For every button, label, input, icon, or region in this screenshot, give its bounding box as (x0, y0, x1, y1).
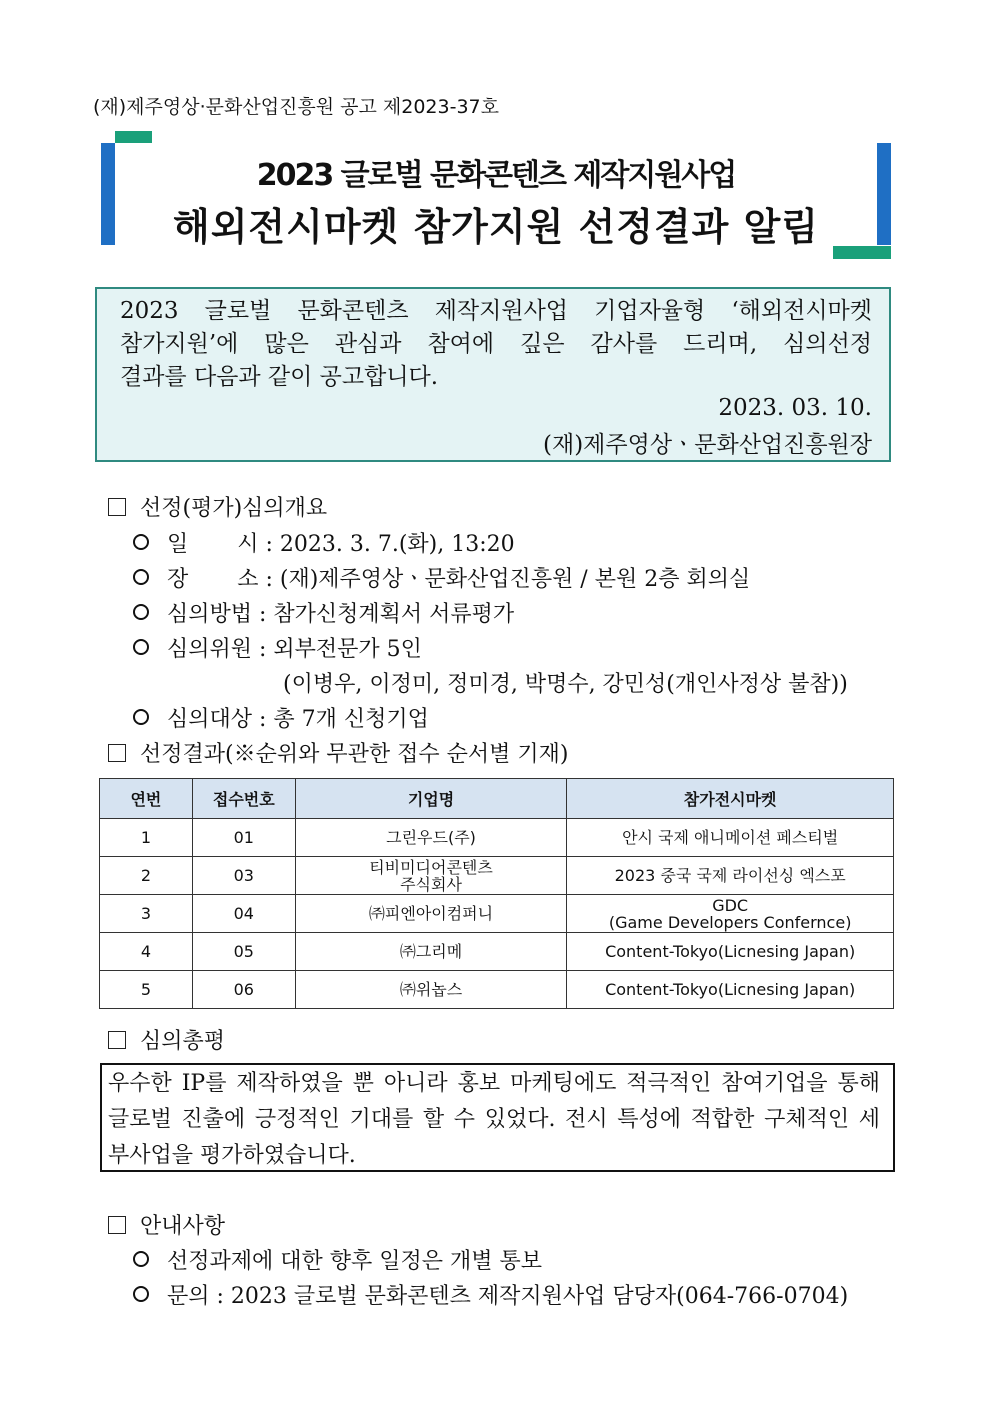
section-heading-text: 선정결과(※순위와 무관한 접수 순서별 기재) (140, 742, 569, 767)
review-line2: 글로벌 진출에 긍정적인 기대를 할 수 있었다. 전시 특성에 적합한 구체적인 세 (108, 1107, 880, 1132)
overview-item-place (133, 562, 750, 593)
overview-item-target (133, 702, 429, 733)
checkbox-square-icon (108, 744, 126, 762)
circle-bullet-icon (133, 569, 149, 585)
review-line3: 부사업을 평가하였습니다. (108, 1143, 356, 1168)
checkbox-square-icon (108, 1031, 126, 1049)
market-name-line1: GDC (712, 895, 749, 915)
col-header-company: 기업명 (295, 779, 567, 819)
page-title-line1: 2023 글로벌 문화콘텐츠 제작지원사업 (256, 158, 736, 193)
col-header-market: 참가전시마켓 (567, 779, 894, 819)
circle-bullet-icon (133, 1286, 149, 1302)
cell-company: 그린우드(주) (295, 819, 567, 857)
cell-no: 4 (100, 933, 193, 971)
item-value: : 참가신청계획서 서류평가 (259, 602, 515, 627)
col-header-no: 연번 (100, 779, 193, 819)
table-row (100, 819, 894, 857)
cell-market: Content-Tokyo(Licnesing Japan) (567, 933, 894, 971)
section-results-heading (108, 737, 568, 768)
section-heading-text: 선정(평가)심의개요 (140, 496, 328, 521)
circle-bullet-icon (133, 709, 149, 725)
table-row (100, 857, 894, 895)
company-name-line2: 주식회사 (400, 874, 462, 894)
circle-bullet-icon (133, 639, 149, 655)
cell-no: 3 (100, 895, 193, 933)
section-guide-heading (108, 1209, 225, 1240)
company-name-line1: 티비미디어콘텐츠 (369, 857, 493, 877)
cell-receipt: 01 (192, 819, 295, 857)
cell-receipt: 05 (192, 933, 295, 971)
intro-organization: (재)제주영상ㆍ문화산업진흥원장 (543, 432, 872, 458)
item-label: 심의방법 (167, 602, 253, 627)
intro-line1: 2023 글로벌 문화콘텐츠 제작지원사업 기업자율형 ‘해외전시마켓 (120, 298, 872, 324)
item-label: 심의위원 (167, 637, 253, 662)
section-overview-heading (108, 491, 327, 522)
cell-receipt: 06 (192, 971, 295, 1009)
checkbox-square-icon (108, 498, 126, 516)
table-header-row (100, 779, 894, 819)
cell-company: ㈜위놉스 (295, 971, 567, 1009)
item-value: : 외부전문가 5인 (259, 637, 422, 662)
item-label: 장 소 (167, 567, 259, 592)
cell-receipt: 04 (192, 895, 295, 933)
results-table (99, 778, 894, 1009)
checkbox-square-icon (108, 1216, 126, 1234)
section-heading-text: 안내사항 (140, 1214, 226, 1239)
section-heading-text: 심의총평 (140, 1029, 226, 1054)
overview-item-date (133, 527, 515, 558)
market-name-line2: (Game Developers Confernce) (608, 912, 852, 932)
overview-item-method (133, 597, 514, 628)
table-row (100, 933, 894, 971)
circle-bullet-icon (133, 534, 149, 550)
cell-market: 안시 국제 애니메이션 페스티벌 (567, 819, 894, 857)
cell-market: 2023 중국 국제 라이선싱 엑스포 (567, 857, 894, 895)
guide-item-text: 문의 : 2023 글로벌 문화콘텐츠 제작지원사업 담당자(064-766-0704) (167, 1284, 849, 1309)
circle-bullet-icon (133, 604, 149, 620)
page-title-line2: 해외전시마켓 참가지원 선정결과 알림 (172, 205, 820, 249)
item-label: 심의대상 (167, 707, 253, 732)
cell-no: 5 (100, 971, 193, 1009)
notice-number: (재)제주영상·문화산업진흥원 공고 제2023-37호 (93, 96, 499, 118)
circle-bullet-icon (133, 1251, 149, 1267)
cell-company: ㈜피엔아이컴퍼니 (295, 895, 567, 933)
cell-company: ㈜그리메 (295, 933, 567, 971)
committee-names: (이병우, 이정미, 정미경, 박명수, 강민성(개인사정상 불참)) (283, 672, 848, 697)
table-row (100, 895, 894, 933)
col-header-receipt: 접수번호 (192, 779, 295, 819)
intro-date: 2023. 03. 10. (718, 395, 872, 421)
title-accent-green-left (115, 131, 152, 143)
overview-item-committee (133, 632, 422, 663)
section-review-heading (108, 1024, 225, 1055)
guide-item-contact (133, 1279, 848, 1310)
cell-receipt: 03 (192, 857, 295, 895)
item-value: : (재)제주영상ㆍ문화산업진흥원 / 본원 2층 회의실 (265, 567, 751, 592)
table-row (100, 971, 894, 1009)
review-line1: 우수한 IP를 제작하였을 뿐 아니라 홍보 마케팅에도 적극적인 참여기업을 통해 (108, 1071, 880, 1096)
cell-market (567, 895, 894, 933)
intro-line2: 참가지원’에 많은 관심과 참여에 깊은 감사를 드리며, 심의선정 (120, 331, 872, 357)
intro-line3: 결과를 다음과 같이 공고합니다. (120, 364, 439, 390)
guide-item-schedule (133, 1244, 542, 1275)
guide-item-text: 선정과제에 대한 향후 일정은 개별 통보 (167, 1249, 542, 1274)
item-label: 일 시 (167, 532, 259, 557)
item-value: : 총 7개 신청기업 (259, 707, 429, 732)
cell-no: 1 (100, 819, 193, 857)
cell-company (295, 857, 567, 895)
cell-market: Content-Tokyo(Licnesing Japan) (567, 971, 894, 1009)
item-value: : 2023. 3. 7.(화), 13:20 (265, 532, 515, 557)
cell-no: 2 (100, 857, 193, 895)
